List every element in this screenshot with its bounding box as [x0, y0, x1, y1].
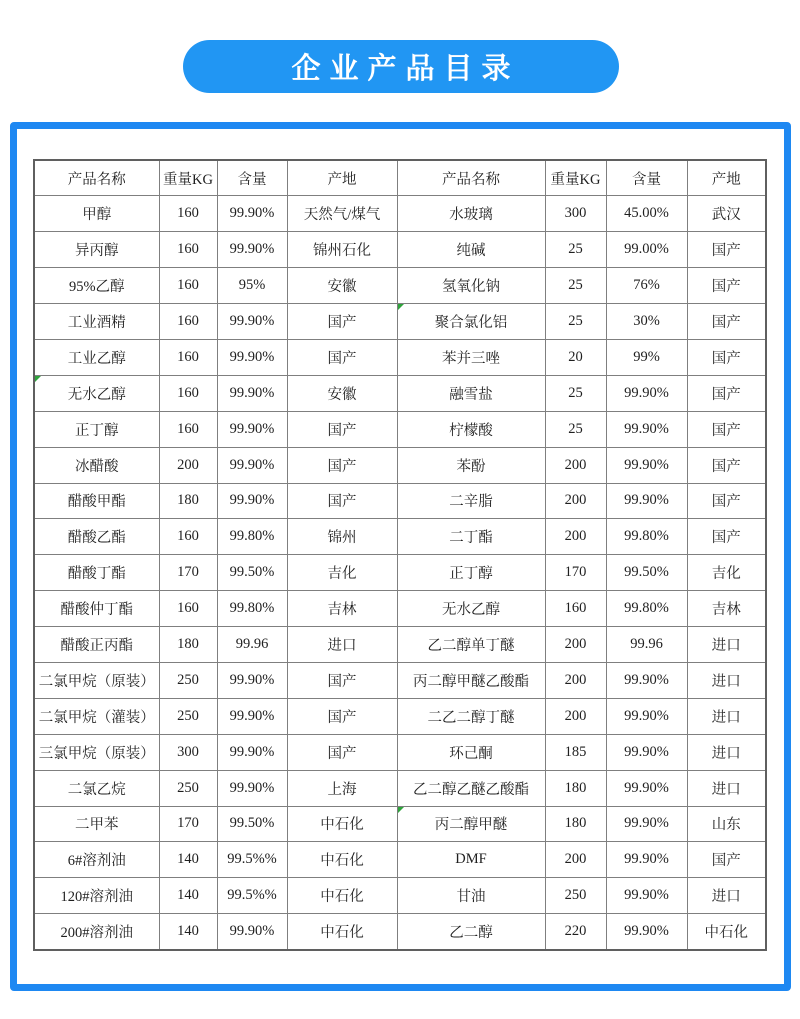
table-row [34, 734, 766, 770]
table-row [34, 842, 766, 878]
table-row [34, 232, 766, 268]
table-cell: 30% [606, 304, 687, 340]
table-cell: 醋酸正丙酯 [34, 627, 159, 663]
table-cell: 99.90% [606, 447, 687, 483]
table-cell: 山东 [687, 806, 766, 842]
table-cell: 吉林 [687, 591, 766, 627]
cell-corner-flag-icon [398, 304, 404, 310]
table-cell: 99.80% [217, 519, 287, 555]
table-cell: 水玻璃 [397, 196, 545, 232]
table-cell: 6#溶剂油 [34, 842, 159, 878]
table-cell: 国产 [687, 842, 766, 878]
table-cell: 140 [159, 878, 217, 914]
table-row [34, 411, 766, 447]
table-cell: 140 [159, 842, 217, 878]
table-cell: 99.90% [606, 411, 687, 447]
table-cell: 99.96 [217, 627, 287, 663]
table-cell: 纯碱 [397, 232, 545, 268]
table-cell: DMF [397, 842, 545, 878]
table-cell: 99.00% [606, 232, 687, 268]
table-header-cell: 重量KG [545, 160, 606, 196]
table-cell: 二辛脂 [397, 483, 545, 519]
table-cell: 国产 [287, 734, 397, 770]
table-row [34, 914, 766, 950]
table-cell: 160 [159, 268, 217, 304]
table-cell: 170 [159, 555, 217, 591]
table-row [34, 339, 766, 375]
table-cell: 180 [159, 627, 217, 663]
table-header-cell: 产地 [287, 160, 397, 196]
table-cell: 国产 [287, 339, 397, 375]
table-cell: 进口 [687, 770, 766, 806]
table-cell: 国产 [687, 411, 766, 447]
table-cell: 99.90% [217, 304, 287, 340]
table-cell: 吉化 [687, 555, 766, 591]
table-cell: 柠檬酸 [397, 411, 545, 447]
table-cell: 天然气/煤气 [287, 196, 397, 232]
table-cell: 聚合氯化铝 [397, 304, 545, 340]
table-cell: 99.90% [606, 914, 687, 950]
table-cell: 三氯甲烷（原装） [34, 734, 159, 770]
table-row [34, 878, 766, 914]
table-cell: 180 [545, 770, 606, 806]
table-cell: 安徽 [287, 268, 397, 304]
table-header-cell: 产品名称 [397, 160, 545, 196]
table-row [34, 483, 766, 519]
table-cell: 220 [545, 914, 606, 950]
table-cell: 99.90% [606, 806, 687, 842]
table-cell: 环己酮 [397, 734, 545, 770]
table-cell: 200 [545, 842, 606, 878]
product-table [33, 159, 767, 951]
catalog-title-banner [183, 40, 619, 93]
table-cell: 武汉 [687, 196, 766, 232]
table-cell: 甘油 [397, 878, 545, 914]
table-cell: 异丙醇 [34, 232, 159, 268]
table-cell: 99.80% [606, 519, 687, 555]
table-cell: 二甲苯 [34, 806, 159, 842]
table-cell: 醋酸乙酯 [34, 519, 159, 555]
table-cell: 醋酸甲酯 [34, 483, 159, 519]
table-cell: 安徽 [287, 375, 397, 411]
table-cell: 国产 [287, 304, 397, 340]
table-cell: 160 [159, 519, 217, 555]
table-cell: 二氯甲烷（原装） [34, 662, 159, 698]
table-cell: 99.90% [606, 878, 687, 914]
table-cell: 160 [159, 375, 217, 411]
table-cell: 250 [545, 878, 606, 914]
table-header-cell: 含量 [606, 160, 687, 196]
table-cell: 200#溶剂油 [34, 914, 159, 950]
table-cell: 170 [545, 555, 606, 591]
table-cell: 国产 [687, 304, 766, 340]
table-cell: 160 [159, 411, 217, 447]
table-cell: 160 [159, 232, 217, 268]
table-cell: 中石化 [287, 806, 397, 842]
cell-corner-flag-icon [35, 376, 41, 382]
table-cell: 国产 [687, 447, 766, 483]
table-header-cell: 重量KG [159, 160, 217, 196]
table-cell: 99.90% [217, 411, 287, 447]
table-cell: 99.90% [217, 698, 287, 734]
table-cell: 99.50% [217, 555, 287, 591]
table-cell: 国产 [687, 268, 766, 304]
table-cell: 250 [159, 662, 217, 698]
table-row [34, 196, 766, 232]
table-row [34, 555, 766, 591]
table-cell: 200 [545, 627, 606, 663]
table-cell: 正丁醇 [397, 555, 545, 591]
table-cell: 国产 [287, 447, 397, 483]
table-cell: 99.90% [606, 770, 687, 806]
table-cell: 25 [545, 232, 606, 268]
table-cell: 乙二醇单丁醚 [397, 627, 545, 663]
table-cell: 融雪盐 [397, 375, 545, 411]
table-cell: 99.90% [217, 196, 287, 232]
table-cell: 200 [159, 447, 217, 483]
table-row [34, 662, 766, 698]
table-row [34, 375, 766, 411]
table-cell: 99.96 [606, 627, 687, 663]
table-cell: 99.90% [606, 662, 687, 698]
table-cell: 中石化 [287, 914, 397, 950]
table-cell: 工业乙醇 [34, 339, 159, 375]
table-cell: 冰醋酸 [34, 447, 159, 483]
table-cell: 99.90% [217, 375, 287, 411]
table-cell: 170 [159, 806, 217, 842]
table-cell: 99.50% [606, 555, 687, 591]
table-cell: 99.50% [217, 806, 287, 842]
table-cell: 99.90% [217, 232, 287, 268]
table-cell: 25 [545, 375, 606, 411]
table-cell: 160 [545, 591, 606, 627]
table-cell: 国产 [687, 483, 766, 519]
table-cell: 锦州石化 [287, 232, 397, 268]
table-cell: 200 [545, 447, 606, 483]
table-cell: 国产 [687, 375, 766, 411]
table-cell: 二丁酯 [397, 519, 545, 555]
table-cell: 正丁醇 [34, 411, 159, 447]
table-row [34, 627, 766, 663]
table-cell: 25 [545, 268, 606, 304]
table-cell: 进口 [687, 878, 766, 914]
table-cell: 95% [217, 268, 287, 304]
table-cell: 185 [545, 734, 606, 770]
table-cell: 国产 [287, 662, 397, 698]
table-cell: 中石化 [287, 842, 397, 878]
table-cell: 中石化 [687, 914, 766, 950]
table-cell: 无水乙醇 [397, 591, 545, 627]
table-row [34, 268, 766, 304]
table-cell: 国产 [687, 232, 766, 268]
table-cell: 160 [159, 304, 217, 340]
table-cell: 中石化 [287, 878, 397, 914]
table-cell: 300 [159, 734, 217, 770]
table-cell: 99.90% [606, 483, 687, 519]
table-cell: 300 [545, 196, 606, 232]
table-cell: 国产 [287, 483, 397, 519]
table-cell: 国产 [687, 339, 766, 375]
table-cell: 99.90% [606, 734, 687, 770]
table-cell: 乙二醇 [397, 914, 545, 950]
table-cell: 二氯甲烷（灌装） [34, 698, 159, 734]
table-cell: 醋酸仲丁酯 [34, 591, 159, 627]
table-cell: 99.80% [606, 591, 687, 627]
table-cell: 200 [545, 483, 606, 519]
table-cell: 99.90% [217, 770, 287, 806]
table-cell: 进口 [687, 627, 766, 663]
table-cell: 99.90% [606, 842, 687, 878]
table-cell: 99.5%% [217, 878, 287, 914]
table-cell: 丙二醇甲醚 [397, 806, 545, 842]
table-cell: 76% [606, 268, 687, 304]
table-cell: 140 [159, 914, 217, 950]
table-cell: 99.90% [217, 339, 287, 375]
table-cell: 氢氧化钠 [397, 268, 545, 304]
table-cell: 99.90% [217, 447, 287, 483]
table-cell: 95%乙醇 [34, 268, 159, 304]
table-header-row [34, 160, 766, 196]
table-cell: 工业酒精 [34, 304, 159, 340]
table-row [34, 770, 766, 806]
table-cell: 锦州 [287, 519, 397, 555]
table-row [34, 519, 766, 555]
table-cell: 20 [545, 339, 606, 375]
table-cell: 200 [545, 519, 606, 555]
table-cell: 99.90% [217, 483, 287, 519]
table-cell: 99.5%% [217, 842, 287, 878]
table-row [34, 591, 766, 627]
table-cell: 99.80% [217, 591, 287, 627]
table-cell: 二乙二醇丁醚 [397, 698, 545, 734]
table-cell: 进口 [687, 734, 766, 770]
table-header-cell: 含量 [217, 160, 287, 196]
table-cell: 45.00% [606, 196, 687, 232]
table-cell: 25 [545, 304, 606, 340]
table-cell: 苯并三唑 [397, 339, 545, 375]
table-body [34, 196, 766, 950]
table-cell: 200 [545, 662, 606, 698]
table-cell: 180 [159, 483, 217, 519]
catalog-frame [10, 122, 791, 991]
table-cell: 99.90% [217, 662, 287, 698]
table-cell: 二氯乙烷 [34, 770, 159, 806]
table-cell: 99.90% [217, 734, 287, 770]
page-title: 企业产品目录 [291, 53, 520, 85]
table-cell: 国产 [687, 519, 766, 555]
table-cell: 99% [606, 339, 687, 375]
table-cell: 200 [545, 698, 606, 734]
table-cell: 甲醇 [34, 196, 159, 232]
table-cell: 吉林 [287, 591, 397, 627]
table-row [34, 447, 766, 483]
table-cell: 180 [545, 806, 606, 842]
table-row [34, 806, 766, 842]
table-cell: 进口 [287, 627, 397, 663]
table-cell: 250 [159, 770, 217, 806]
table-cell: 99.90% [606, 375, 687, 411]
table-cell: 国产 [287, 698, 397, 734]
table-cell: 25 [545, 411, 606, 447]
table-cell: 醋酸丁酯 [34, 555, 159, 591]
table-cell: 160 [159, 339, 217, 375]
table-cell: 国产 [287, 411, 397, 447]
table-cell: 99.90% [606, 698, 687, 734]
table-cell: 160 [159, 196, 217, 232]
table-row [34, 698, 766, 734]
table-cell: 丙二醇甲醚乙酸酯 [397, 662, 545, 698]
table-cell: 吉化 [287, 555, 397, 591]
table-cell: 进口 [687, 662, 766, 698]
table-cell: 乙二醇乙醚乙酸酯 [397, 770, 545, 806]
cell-corner-flag-icon [398, 807, 404, 813]
table-cell: 160 [159, 591, 217, 627]
table-row [34, 304, 766, 340]
table-cell: 99.90% [217, 914, 287, 950]
table-header-cell: 产地 [687, 160, 766, 196]
table-cell: 无水乙醇 [34, 375, 159, 411]
table-cell: 进口 [687, 698, 766, 734]
table-cell: 苯酚 [397, 447, 545, 483]
table-cell: 250 [159, 698, 217, 734]
table-cell: 120#溶剂油 [34, 878, 159, 914]
table-cell: 上海 [287, 770, 397, 806]
table-header-cell: 产品名称 [34, 160, 159, 196]
